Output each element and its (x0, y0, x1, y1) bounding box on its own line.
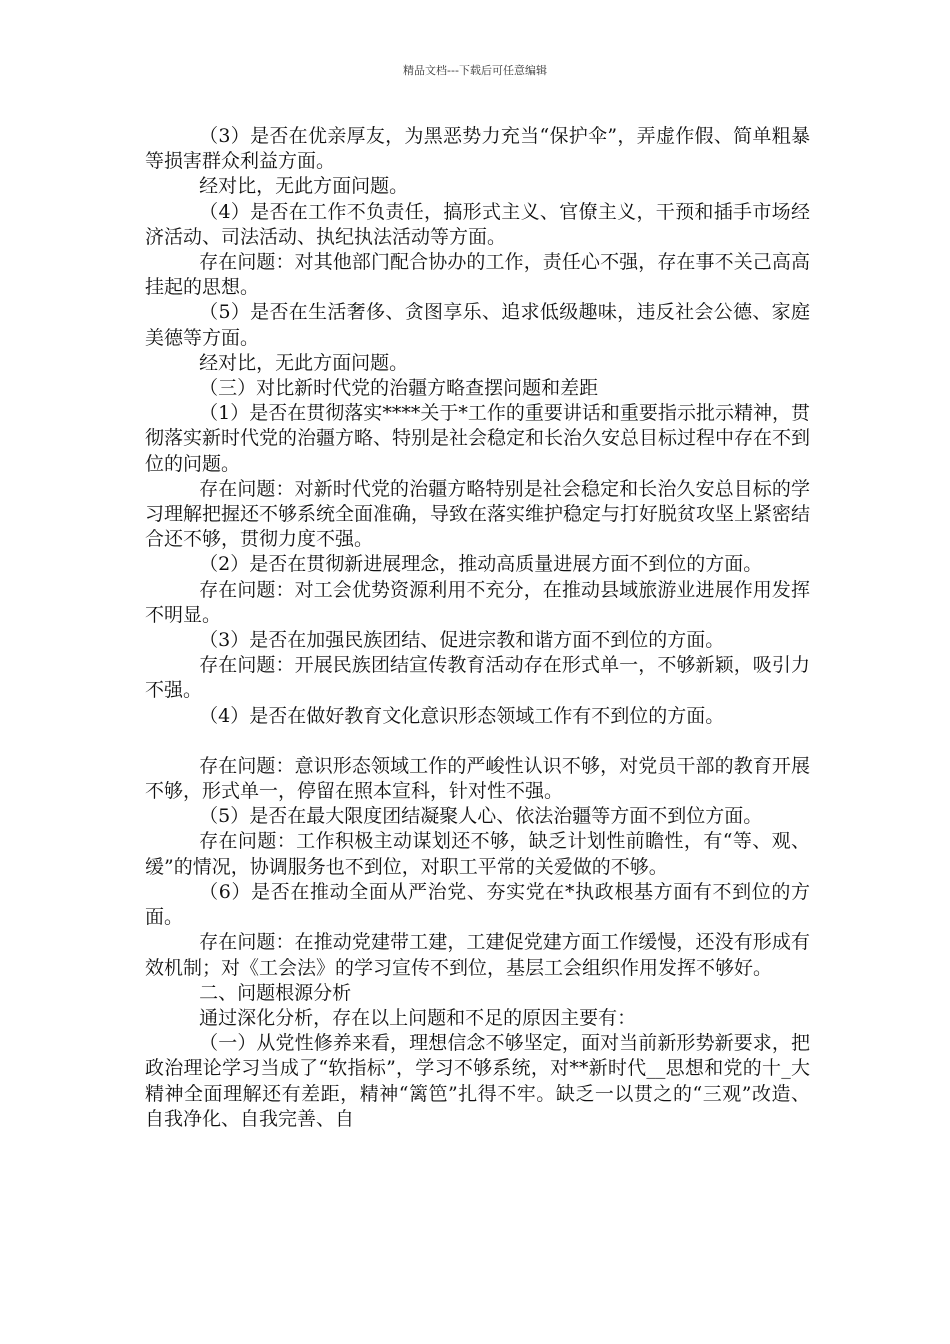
section-heading: （三）对比新时代党的治疆方略查摆问题和差距 (199, 377, 599, 400)
paragraph: （2）是否在贯彻新进展理念，推动高质量进展方面不到位的方面。 (199, 553, 763, 576)
paragraph: 经对比，无此方面问题。 (199, 175, 409, 198)
paragraph: 通过深化分析，存在以上问题和不足的原因主要有： (199, 1006, 637, 1029)
paragraph: 存在问题：对其他部门配合协办的工作，责任心不强，存在事不关己高高挂起的思想。 (145, 251, 810, 299)
paragraph: 存在问题：对新时代党的治疆方略特别是社会稳定和长治久安总目标的学习理解把握还不够系统全面准确，导致在落实维护稳定与打好脱贫攻坚上紧密结合还不够，贯彻力度不强。 (145, 477, 811, 551)
paragraph: （4）是否在做好教育文化意识形态领域工作有不到位的方面。 (199, 704, 725, 727)
paragraph: （1）是否在贯彻落实****关于*工作的重要讲话和重要指示批示精神，贯彻落实新时代党的治疆方略、特别是社会稳定和长治久安总目标过程中存在不到位的问题。 (145, 402, 811, 475)
paragraph: （5）是否在生活奢侈、贪图享乐、追求低级趣味，违反社会公德、家庭美德等方面。 (145, 301, 810, 349)
paragraph: 存在问题：对工会优势资源利用不充分，在推动县域旅游业进展作用发挥不明显。 (145, 578, 810, 626)
paragraph: 存在问题：在推动党建带工建，工建促党建方面工作缓慢，还没有形成有效机制；对《工会法》的学习宣传不到位，基层工会组织作用发挥不够好。 (145, 931, 810, 979)
section-heading: 二、问题根源分析 (199, 981, 352, 1004)
paragraph: 存在问题：开展民族团结宣传教育活动存在形式单一，不够新颖，吸引力不强。 (145, 654, 810, 702)
paragraph: （6）是否在推动全面从严治党、夯实党在*执政根基方面有不到位的方面。 (145, 880, 810, 929)
document-body (145, 124, 810, 1132)
paragraph: （5）是否在最大限度团结凝聚人心、依法治疆等方面不到位方面。 (199, 805, 763, 828)
paragraph: 经对比，无此方面问题。 (199, 351, 409, 374)
page-header-watermark: 精品文档---下载后可任意编辑 (403, 64, 547, 77)
paragraph: （3）是否在加强民族团结、促进宗教和谐方面不到位的方面。 (199, 629, 725, 652)
paragraph: 存在问题：意识形态领域工作的严峻性认识不够，对党员干部的教育开展不够，形式单一，停留在照本宣科，针对性不强。 (145, 754, 810, 803)
paragraph: （一）从党性修养来看，理想信念不够坚定，面对当前新形势新要求，把政治理论学习当成了“软指标”，学习不够系统，对**新时代__思想和党的十_大精神全面理解还有差距，精神“篱笆”扎得不牢。缺乏一以贯之的“三观”改造、自我净化、自我完善、自 (145, 1032, 810, 1130)
paragraph: （4）是否在工作不负责任，搞形式主义、官僚主义，干预和插手市场经济活动、司法活动、执纪执法活动等方面。 (145, 200, 810, 248)
paragraph: 存在问题：工作积极主动谋划还不够，缺乏计划性前瞻性，有“等、观、缓”的情况，协调服务也不到位，对职工平常的关爱做的不够。 (145, 830, 810, 878)
paragraph: （3）是否在优亲厚友，为黑恶势力充当“保护伞”，弄虚作假、简单粗暴等损害群众利益方面。 (145, 125, 810, 173)
